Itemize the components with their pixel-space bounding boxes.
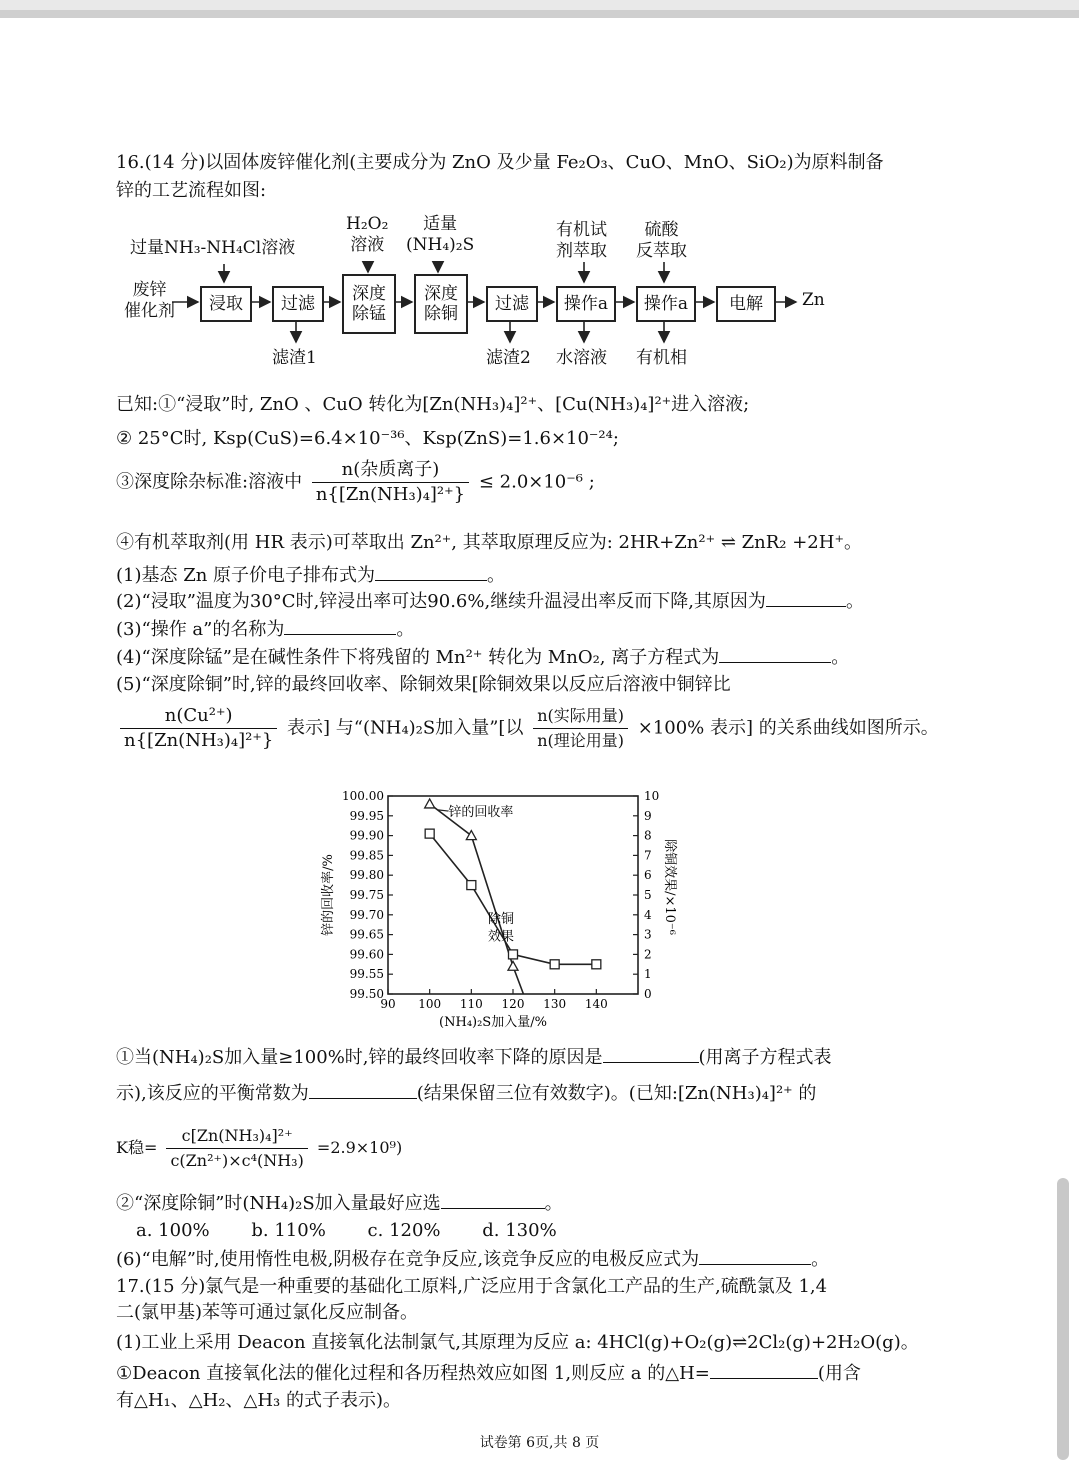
- y2-tick-label: 0: [644, 987, 652, 1001]
- y-tick-label: 99.95: [349, 808, 384, 823]
- annotation-copper-2: 效果: [488, 929, 515, 945]
- x-axis-label: (NH₄)₂S加入量/%: [439, 1015, 547, 1030]
- options-list: [136, 1220, 593, 1242]
- q17-line-1: 17.(15 分)氯气是一种重要的基础化工原料,广泛应用于含氯化工产品的生产,硫酰氯及 1,4: [116, 1276, 828, 1297]
- flow-box-operation-a-2: 操作a: [636, 286, 696, 322]
- y-tick-label: 99.80: [349, 868, 384, 883]
- known-1: 已知:①“浸取”时, ZnO 、CuO 转化为[Zn(NH₃)₄]²⁺、[Cu(NH₃)₄]²⁺进入溶液;: [116, 394, 750, 415]
- q16-sub-6-text: (6)“电解”时,使用惰性电极,阴极存在竞争反应,该竞争反应的电极反应式为: [116, 1249, 700, 1270]
- k-denominator: c(Zn²⁺)×c⁴(NH₃): [170, 1151, 304, 1170]
- x-tick-label: 90: [380, 997, 396, 1011]
- q16-sub-6-end: 。: [811, 1249, 830, 1270]
- q16-sub-1: [116, 564, 505, 587]
- q16-sub-6: [116, 1248, 829, 1271]
- q5-mid-text: 表示] 与“(NH₄)₂S加入量”[以: [287, 717, 524, 739]
- y-axis-label: 锌的回收率/%: [321, 854, 336, 936]
- q17-line-3: (1)工业上采用 Deacon 直接氧化法制氯气,其原理为反应 a: 4HCl(g)+O₂(g)⇌2Cl₂(g)+2H₂O(g)。: [116, 1332, 919, 1353]
- y-tick-label: 99.85: [349, 848, 384, 863]
- flow-box-filter-1: 过滤: [272, 286, 324, 322]
- flow-reagent-3: 适量 (NH₄)₂S: [406, 214, 475, 255]
- flow-reagent-4: 有机试 剂萃取: [556, 220, 607, 261]
- flow-reagent-1: 过量NH₃-NH₄Cl溶液: [130, 238, 296, 258]
- y-tick-label: 99.90: [349, 828, 384, 843]
- flow-out-residue-1: 滤渣1: [272, 348, 317, 368]
- flow-out-residue-2: 滤渣2: [486, 348, 531, 368]
- answer-blank-1[interactable]: [375, 564, 487, 581]
- y2-tick-label: 7: [644, 848, 652, 863]
- y2-tick-label: 5: [644, 888, 652, 902]
- q16-sub-5-cont: [116, 704, 939, 753]
- q17-line-4: [116, 1362, 861, 1385]
- answer-blank-5[interactable]: [603, 1046, 699, 1063]
- y2-tick-label: 2: [644, 947, 652, 962]
- q16-header: 16.(14 分)以固体废锌催化剂(主要成分为 ZnO 及少量 Fe₂O₃、CuO、MnO、SiO₂)为原料制备: [116, 152, 884, 173]
- q16-5-1-cont: [116, 1082, 816, 1105]
- answer-blank-7[interactable]: [441, 1192, 545, 1209]
- series-zinc-recovery-line: [430, 804, 524, 994]
- annotation-copper-1: 除铜: [488, 911, 515, 927]
- known-3-numerator: n(杂质离子): [312, 458, 469, 483]
- q16-sub-3: [116, 618, 414, 641]
- answer-blank-4[interactable]: [719, 646, 831, 663]
- process-flow-diagram: [110, 212, 870, 382]
- answer-blank-2[interactable]: [766, 590, 846, 607]
- flow-box-decopper: 深度 除铜: [414, 274, 468, 334]
- flow-reagent-2: H₂O₂ 溶液: [346, 214, 389, 255]
- page-footer: 试卷第 6页,共 8 页: [479, 1435, 600, 1451]
- k-prefix: K稳=: [116, 1138, 158, 1157]
- answer-blank-6[interactable]: [309, 1082, 417, 1099]
- y2-tick-label: 6: [644, 868, 652, 883]
- y2-axis-label: 除铜效果/×10⁻⁶: [662, 839, 677, 935]
- q16-5-1-text-d: (结果保留三位有效数字)。(已知:[Zn(NH₃)₄]²⁺ 的: [416, 1083, 817, 1104]
- flow-box-leach: 浸取: [200, 286, 252, 322]
- answer-blank-3[interactable]: [284, 618, 396, 635]
- square-marker: [550, 960, 559, 969]
- k-stability-formula: [116, 1124, 402, 1173]
- q16-sub-3-text: (3)“操作 a”的名称为: [116, 619, 285, 640]
- q17-line-5: 有△H₁、△H₂、△H₃ 的式子表示)。: [116, 1390, 402, 1411]
- q5-fraction-cu-zn: [120, 704, 277, 753]
- k-suffix: =2.9×10⁹): [316, 1138, 403, 1157]
- square-marker: [425, 829, 434, 838]
- q16-5-1-text: ①当(NH₄)₂S加入量≥100%时,锌的最终回收率下降的原因是: [116, 1047, 603, 1068]
- q16-sub-4: [116, 646, 849, 669]
- option-d[interactable]: d. 130%: [482, 1220, 557, 1241]
- annotation-zinc-recovery: 锌的回收率: [448, 804, 514, 820]
- y-tick-label: 100.00: [342, 789, 384, 803]
- q16-5-2-text: ②“深度除铜”时(NH₄)₂S加入量最好应选: [116, 1193, 441, 1214]
- known-2: ② 25°C时, Ksp(CuS)=6.4×10⁻³⁶、Ksp(ZnS)=1.6×10⁻²⁴;: [116, 428, 619, 449]
- q17-line-4-end: (用含: [817, 1363, 861, 1384]
- flow-out-organic: 有机相: [636, 348, 687, 368]
- answer-blank-9[interactable]: [710, 1362, 818, 1379]
- flow-box-filter-2: 过滤: [486, 286, 538, 322]
- square-marker: [467, 881, 476, 890]
- flow-out-aqueous: 水溶液: [556, 348, 607, 368]
- option-c[interactable]: c. 120%: [367, 1220, 441, 1241]
- k-numerator: c[Zn(NH₃)₄]²⁺: [166, 1124, 307, 1149]
- q16-sub-2: [116, 590, 864, 613]
- y-tick-label: 99.65: [349, 927, 384, 942]
- q16-sub-2-end: 。: [845, 591, 864, 612]
- q5-fraction2-num: n(实际用量): [533, 704, 628, 729]
- y2-tick-label: 4: [644, 907, 652, 922]
- option-a[interactable]: a. 100%: [136, 1220, 210, 1241]
- flow-box-demanganese: 深度 除锰: [342, 274, 396, 334]
- x-tick-label: 120: [501, 997, 525, 1011]
- recovery-chart: [316, 782, 677, 1032]
- q16-5-1-text-b: (用离子方程式表: [698, 1047, 832, 1068]
- q16-sub-4-text: (4)“深度除锰”是在碱性条件下将残留的 Mn²⁺ 转化为 MnO₂, 离子方程式为: [116, 647, 720, 668]
- y-tick-label: 99.55: [349, 967, 384, 982]
- q16-sub-1-text: (1)基态 Zn 原子价电子排布式为: [116, 565, 376, 586]
- x-tick-label: 110: [459, 997, 483, 1011]
- flow-box-electrolysis: 电解: [716, 286, 776, 322]
- scrollbar[interactable]: [1057, 1178, 1069, 1460]
- y2-tick-label: 10: [644, 789, 660, 803]
- y2-tick-label: 3: [644, 927, 652, 942]
- y-tick-label: 99.70: [349, 907, 384, 922]
- q16-sub-2-text: (2)“浸取”温度为30°C时,锌浸出率可达90.6%,继续升温浸出率反而下降,其原因为: [116, 591, 766, 612]
- known-3-suffix: ≤ 2.0×10⁻⁶ ;: [478, 471, 595, 493]
- k-fraction: [166, 1124, 307, 1173]
- q16-sub-4-end: 。: [831, 647, 850, 668]
- flow-start-label: 废锌 催化剂: [124, 280, 175, 321]
- known-3: [116, 458, 595, 507]
- flow-product: Zn: [802, 290, 825, 310]
- triangle-marker: [508, 961, 518, 970]
- square-marker: [509, 950, 518, 959]
- top-border: [0, 10, 1079, 18]
- option-b[interactable]: b. 110%: [251, 1220, 326, 1241]
- triangle-marker: [425, 799, 435, 808]
- q17-line-4-text: ①Deacon 直接氧化法的催化过程和各历程热效应如图 1,则反应 a 的△H=: [116, 1363, 710, 1384]
- y-tick-label: 99.75: [349, 888, 384, 902]
- known-3-prefix: ③深度除杂标准:溶液中: [116, 471, 303, 493]
- q5-fraction-usage: [533, 704, 628, 753]
- y-tick-label: 99.50: [349, 987, 384, 1001]
- q5-fraction-den: n{[Zn(NH₃)₄]²⁺}: [124, 730, 274, 751]
- q16-header-2: 锌的工艺流程如图:: [116, 180, 267, 201]
- square-marker: [592, 960, 601, 969]
- x-tick-label: 140: [584, 997, 608, 1011]
- known-3-fraction: [312, 458, 469, 507]
- x-tick-label: 100: [418, 997, 442, 1011]
- known-4: ④有机萃取剂(用 HR 表示)可萃取出 Zn²⁺, 其萃取原理反应为: 2HR+Zn²⁺ ⇌ ZnR₂ +2H⁺。: [116, 532, 862, 553]
- q17-line-2: 二(氯甲基)苯等可通过氯化反应制备。: [116, 1302, 419, 1323]
- known-3-denominator: n{[Zn(NH₃)₄]²⁺}: [315, 484, 466, 505]
- flow-box-operation-a-1: 操作a: [556, 286, 616, 322]
- y2-tick-label: 9: [644, 808, 652, 823]
- q5-end-text: ×100% 表示] 的关系曲线如图所示。: [637, 717, 939, 739]
- q16-sub-5: (5)“深度除铜”时,锌的最终回收率、除铜效果[除铜效果以反应后溶液中铜锌比: [116, 674, 731, 695]
- q5-fraction-num: n(Cu²⁺): [120, 704, 277, 729]
- flow-reagent-5: 硫酸 反萃取: [636, 220, 687, 261]
- q16-sub-1-end: 。: [487, 565, 506, 586]
- y2-tick-label: 1: [644, 967, 652, 982]
- answer-blank-8[interactable]: [699, 1248, 811, 1265]
- q16-5-2-end: 。: [544, 1193, 563, 1214]
- q16-5-2: [116, 1192, 563, 1215]
- y-tick-label: 99.60: [349, 947, 384, 962]
- series-copper-removal-line: [430, 834, 597, 965]
- q16-5-1: [116, 1046, 832, 1069]
- q16-5-1-text-c: 示),该反应的平衡常数为: [116, 1083, 309, 1104]
- q5-fraction2-den: n(理论用量): [537, 731, 624, 750]
- y2-tick-label: 8: [644, 828, 652, 843]
- x-tick-label: 130: [543, 997, 567, 1011]
- q16-sub-3-end: 。: [396, 619, 415, 640]
